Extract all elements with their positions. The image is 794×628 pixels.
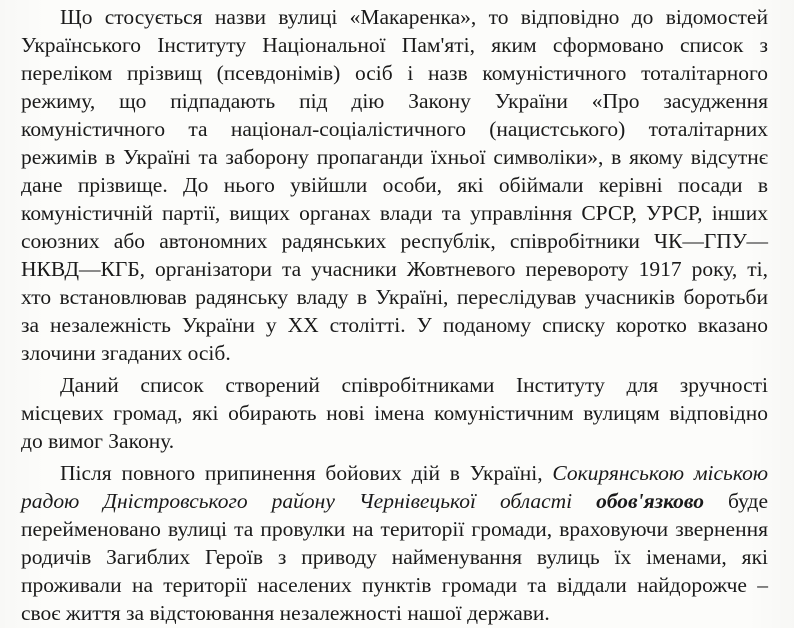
paragraph-2-line-1: Даний список створений співробітниками Інституту для зручності <box>60 373 768 397</box>
paragraph-1-line-6: режимів в Україні та заборону пропаганди їхньої символіки», в якому відсутнє <box>21 145 768 169</box>
paragraph-3-line-5: проживали на території населених пунктів громади та віддали найдорожче – <box>21 573 768 597</box>
paragraph-1-line-12: за незалежність України у ХХ столітті. У поданому списку коротко вказано <box>21 313 768 337</box>
paragraph-2-line-3: до вимог Закону. <box>21 429 175 453</box>
paragraph-1-line-7: дане прізвище. До нього увійшли особи, які обіймали керівні посади в <box>21 173 768 197</box>
paragraph-1-line-3: переліком прізвищ (псевдонімів) осіб і назв комуністичного тоталітарного <box>21 61 768 85</box>
paragraph-1-line-9: союзних або автономних радянських республік, співробітники ЧК—ГПУ— <box>21 229 768 253</box>
paragraph-3-line-1-italic: Сокирянською міською <box>552 461 768 485</box>
paragraph-3-line-6: своє життя за відстоювання незалежності нашої держави. <box>21 601 550 625</box>
paragraph-3-line-4: родичів Загиблих Героїв з приводу найменування вулиць їх іменами, які <box>21 545 768 569</box>
paragraph-1-line-10: НКВД—КГБ, організатори та учасники Жовтневого перевороту 1917 року, ті, <box>21 257 768 281</box>
paragraph-3-line-2-bold-italic: обов'язково <box>596 489 704 513</box>
paragraph-3-line-2-normal: буде <box>704 489 768 513</box>
paragraph-1-line-4: режиму, що підпадають під дію Закону України «Про засудження <box>21 89 768 113</box>
paragraph-1-line-1: Що стосується назви вулиці «Макаренка», то відповідно до відомостей <box>60 5 768 29</box>
paragraph-1-line-5: комуністичного та націонал-соціалістичного (нацистського) тоталітарних <box>21 117 768 141</box>
paragraph-3-line-3: перейменовано вулиці та провулки на території громади, враховуючи звернення <box>21 517 768 541</box>
paragraph-3-line-1 <box>60 460 768 486</box>
paragraph-3-line-1-normal: Після повного припинення бойових дій в Україні, <box>60 461 553 485</box>
paragraph-1-line-8: комуністичній партії, вищих органах влади та управління СРСР, УРСР, інших <box>21 201 768 225</box>
paragraph-1-line-13: злочини згаданих осіб. <box>21 341 231 365</box>
paragraph-3-line-2 <box>21 488 768 514</box>
paragraph-1-line-11: хто встановлював радянську владу в Україні, переслідував учасників боротьби <box>21 285 768 309</box>
paragraph-2-line-2: місцевих громад, які обирають нові імена комуністичним вулицям відповідно <box>21 401 768 425</box>
paragraph-3-line-2-italic: радою Дністровського району Чернівецької області <box>21 489 597 513</box>
paragraph-1-line-2: Українського Інституту Національної Пам'яті, яким сформовано список з <box>21 33 768 57</box>
